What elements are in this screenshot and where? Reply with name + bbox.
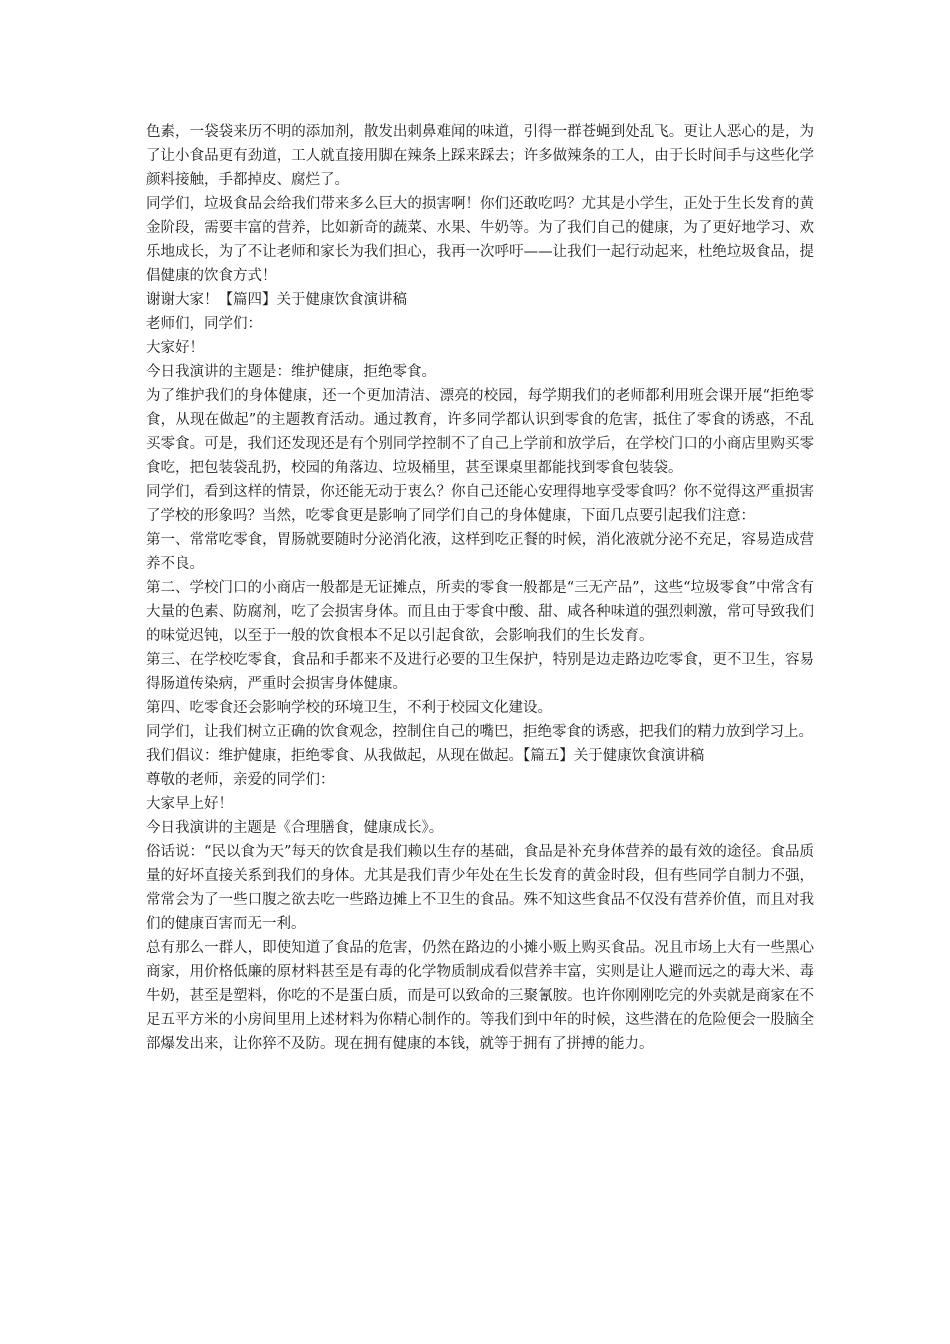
paragraph: 大家好！ (146, 340, 204, 356)
paragraph: 今日我演讲的主题是：维护健康，拒绝零食。 (146, 364, 436, 380)
document-page (146, 120, 814, 1056)
paragraph: 同学们，看到这样的情景，你还能无动于衷么？你自己还能心安理得地享受零食吗？你不觉得这严重损害了学校的形象吗？当然，吃零食更是影响了同学们自己的身体健康，下面几点要引起我们注意： (146, 484, 814, 524)
paragraph: 色素，一袋袋来历不明的添加剂，散发出刺鼻难闻的味道，引得一群苍蝇到处乱飞。更让人恶心的是，为了让小食品更有劲道，工人就直接用脚在辣条上踩来踩去；许多做辣条的工人，由于长时间手与这些化学颜料接触，手都掉皮、腐烂了。 (146, 124, 814, 188)
paragraph: 俗话说：“民以食为天”每天的饮食是我们赖以生存的基础，食品是补充身体营养的最有效的途径。食品质量的好坏直接关系到我们的身体。尤其是我们青少年处在生长发育的黄金时段，但有些同学自制力不强，常常会为了一些口腹之欲去吃一些路边摊上不卫生的食品。殊不知这些食品不仅没有营养价值，而且对我们的健康百害而无一利。 (146, 844, 814, 932)
paragraph: 大家早上好！ (146, 796, 233, 812)
paragraph: 同学们，让我们树立正确的饮食观念，控制住自己的嘴巴，拒绝零食的诱惑，把我们的精力放到学习上。 (146, 724, 813, 740)
paragraph: 我们倡议：维护健康，拒绝零食、从我做起，从现在做起。【篇五】关于健康饮食演讲稿 (146, 748, 705, 764)
paragraph: 今日我演讲的主题是《合理膳食，健康成长》。 (146, 820, 444, 836)
paragraph: 第二、学校门口的小商店一般都是无证摊点，所卖的零食一般都是“三无产品”，这些“垃圾零食”中常含有大量的色素、防腐剂，吃了会损害身体。而且由于零食中酸、甜、咸各种味道的强烈刺激，常可导致我们的味觉迟钝，以至于一般的饮食根本不足以引起食欲，会影响我们的生长发育。 (146, 580, 814, 644)
paragraph: 总有那么一群人，即使知道了食品的危害，仍然在路边的小摊小贩上购买食品。况且市场上大有一些黑心商家，用价格低廉的原材料甚至是有毒的化学物质制成看似营养丰富，实则是让人避而远之的毒大米、毒牛奶，甚至是塑料，你吃的不是蛋白质，而是可以致命的三聚氰胺。也许你刚刚吃完的外卖就是商家在不足五平方米的小房间里用上述材料为你精心制作的。等我们到中年的时候，这些潜在的危险便会一股脑全部爆发出来，让你猝不及防。现在拥有健康的本钱，就等于拥有了拼搏的能力。 (146, 940, 814, 1052)
paragraph: 第一、常常吃零食，胃肠就要随时分泌消化液，这样到吃正餐的时候，消化液就分泌不充足，容易造成营养不良。 (146, 532, 814, 572)
paragraph: 老师们，同学们： (146, 316, 262, 332)
paragraph: 同学们，垃圾食品会给我们带来多么巨大的损害啊！你们还敢吃吗？尤其是小学生，正处于生长发育的黄金阶段，需要丰富的营养，比如新奇的蔬菜、水果、牛奶等。为了我们自己的健康，为了更好地学习、欢乐地成长，为了不让老师和家长为我们担心，我再一次呼吁——让我们一起行动起来，杜绝垃圾食品，提倡健康的饮食方式！ (146, 196, 814, 284)
paragraph: 尊敬的老师，亲爱的同学们： (146, 772, 335, 788)
paragraph: 第四、吃零食还会影响学校的环境卫生，不利于校园文化建设。 (146, 700, 552, 716)
paragraph: 第三、在学校吃零食，食品和手都来不及进行必要的卫生保护，特别是边走路边吃零食，更不卫生，容易得肠道传染病，严重时会损害身体健康。 (146, 652, 814, 692)
paragraph: 谢谢大家！【篇四】关于健康饮食演讲稿 (146, 292, 407, 308)
paragraph: 为了维护我们的身体健康，还一个更加清洁、漂亮的校园，每学期我们的老师都利用班会课开展“拒绝零食，从现在做起”的主题教育活动。通过教育，许多同学都认识到零食的危害，抵住了零食的诱惑，不乱买零食。可是，我们还发现还是有个别同学控制不了自己上学前和放学后，在学校门口的小商店里购买零食吃，把包装袋乱扔，校园的角落边、垃圾桶里，甚至课桌里都能找到零食包装袋。 (146, 388, 814, 476)
